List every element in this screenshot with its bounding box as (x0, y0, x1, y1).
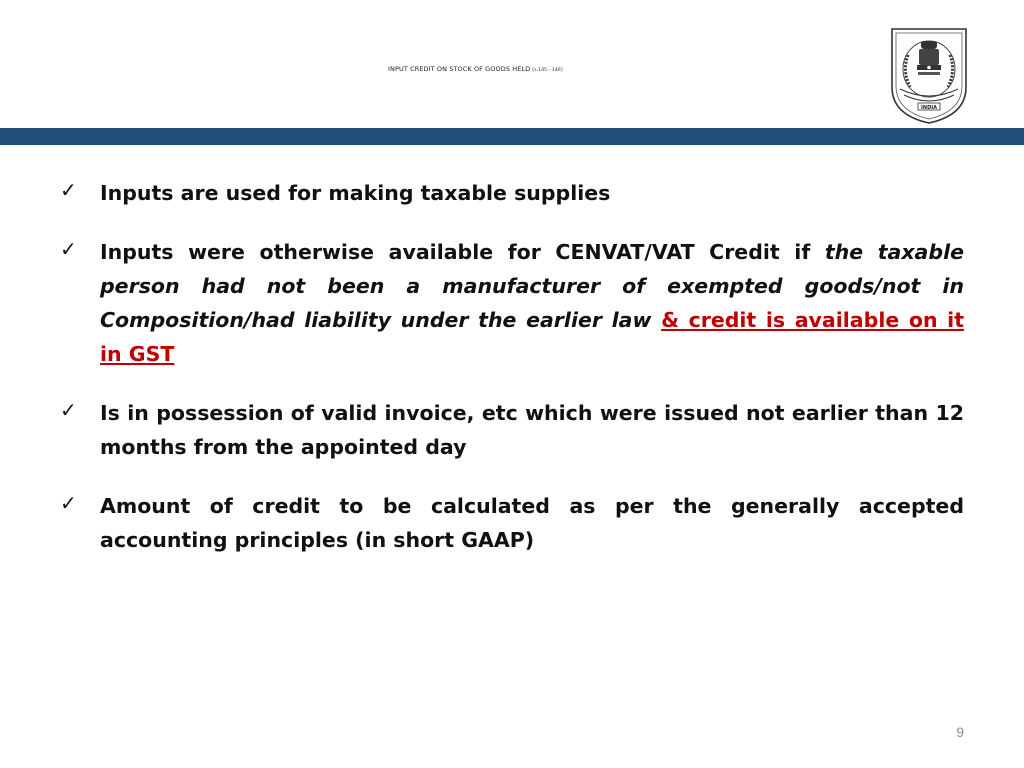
page-number: 9 (956, 724, 964, 740)
bullet-list (60, 176, 964, 582)
slide-title-reference: [s.145 - 146] (532, 68, 563, 73)
checkmark-icon: ✓ (60, 237, 77, 261)
gst-credit-link[interactable]: & credit is available on it in GST (100, 308, 965, 366)
bullet-text-2-plain: Inputs were otherwise available for CENVAT/VAT Credit if (100, 240, 825, 264)
slide-title (388, 65, 563, 73)
checkmark-icon: ✓ (60, 398, 77, 422)
bullet-text-2-italic: the taxable person had not been a manufacturer of exempted goods/not in Composition/had liability under the earlier law (100, 240, 964, 332)
indian-emblem-seal-icon (888, 25, 970, 125)
slide-title-text: INPUT CREDIT ON STOCK OF GOODS HELD (388, 65, 531, 73)
bullet-text-1: Inputs are used for making taxable supplies (100, 181, 611, 205)
bullet-item-2 (60, 235, 964, 371)
emblem-india-text: INDIA (921, 105, 937, 111)
bullet-item-1 (60, 176, 964, 210)
checkmark-icon: ✓ (60, 178, 77, 202)
bullet-text-3: Is in possession of valid invoice, etc which were issued not earlier than 12 months from the appointed day (100, 401, 964, 459)
checkmark-icon: ✓ (60, 491, 77, 515)
bullet-text-4: Amount of credit to be calculated as per the generally accepted accounting principles (in short GAAP) (100, 494, 964, 552)
bullet-item-3 (60, 396, 964, 464)
bullet-item-4 (60, 489, 964, 557)
bullet-text-2 (100, 235, 964, 371)
header-bar (0, 128, 1024, 145)
